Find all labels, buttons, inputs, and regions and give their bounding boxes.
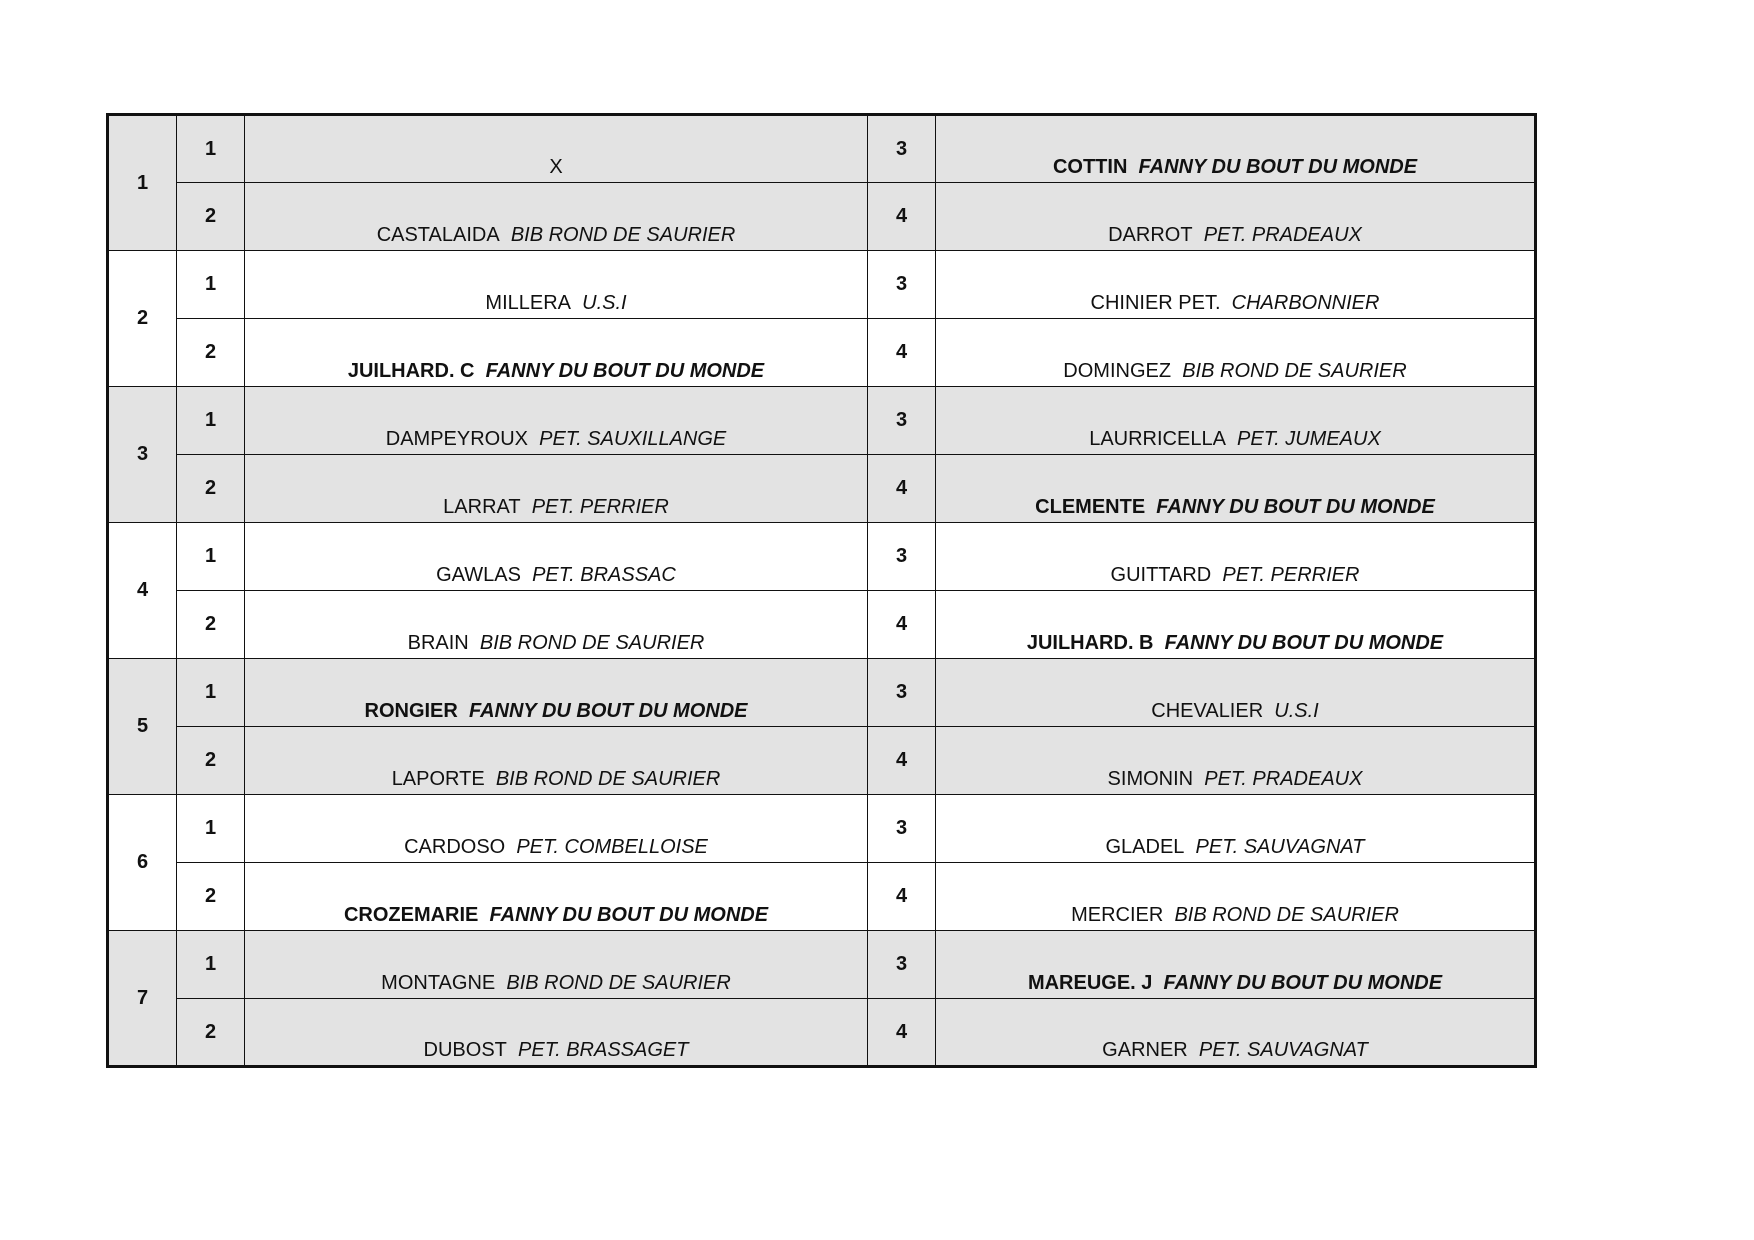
club-name: PET. PERRIER	[531, 496, 669, 518]
entry-cell-a	[245, 251, 868, 319]
table-row	[108, 455, 1536, 523]
player-name: LAPORTE	[391, 768, 485, 790]
lane-number-right: 3	[868, 251, 936, 319]
entry-cell-a	[245, 795, 868, 863]
table-row	[108, 795, 1536, 863]
club-name: CHARBONNIER	[1231, 292, 1380, 314]
club-name: PET. PRADEAUX	[1203, 224, 1362, 246]
lane-number-left: 1	[177, 115, 245, 183]
club-name: FANNY DU BOUT DU MONDE	[485, 360, 765, 382]
table-row	[108, 659, 1536, 727]
entry-cell-a	[245, 727, 868, 795]
club-name: PET. PRADEAUX	[1204, 768, 1363, 790]
player-name: GLADEL	[1105, 836, 1185, 858]
club-name: U.S.I	[582, 292, 627, 314]
group-number: 3	[108, 387, 177, 523]
player-name: LARRAT	[443, 496, 521, 518]
club-name: BIB ROND DE SAURIER	[510, 224, 736, 246]
lane-number-left: 1	[177, 251, 245, 319]
table-row	[108, 387, 1536, 455]
table-row	[108, 251, 1536, 319]
entry-cell-b	[936, 319, 1536, 387]
lane-number-left: 2	[177, 455, 245, 523]
entry-cell-b	[936, 183, 1536, 251]
group-number: 1	[108, 115, 177, 251]
entry-cell-b	[936, 115, 1536, 183]
club-name: PET. SAUVAGNAT	[1195, 836, 1365, 858]
player-name: SIMONIN	[1107, 768, 1194, 790]
club-name: PET. COMBELLOISE	[516, 836, 708, 858]
player-name: CROZEMARIE	[343, 904, 479, 926]
draw-table	[106, 113, 1537, 1068]
player-name: LAURRICELLA	[1089, 428, 1226, 450]
player-name: RONGIER	[364, 700, 458, 722]
entry-cell-a	[245, 523, 868, 591]
club-name: FANNY DU BOUT DU MONDE	[1156, 496, 1435, 518]
club-name: PET. BRASSAC	[532, 564, 676, 586]
entry-cell-b	[936, 387, 1536, 455]
lane-number-right: 4	[868, 319, 936, 387]
entry-cell-a	[245, 455, 868, 523]
lane-number-left: 1	[177, 523, 245, 591]
lane-number-left: 1	[177, 931, 245, 999]
club-name: BIB ROND DE SAURIER	[1182, 360, 1407, 382]
player-name: CLEMENTE	[1035, 496, 1146, 518]
entry-cell-a	[245, 999, 868, 1067]
lane-number-right: 3	[868, 795, 936, 863]
lane-number-right: 3	[868, 115, 936, 183]
table-row	[108, 999, 1536, 1067]
lane-number-right: 4	[868, 455, 936, 523]
club-name: FANNY DU BOUT DU MONDE	[489, 904, 769, 926]
player-name: GUITTARD	[1110, 564, 1212, 586]
entry-cell-a	[245, 183, 868, 251]
club-name: FANNY DU BOUT DU MONDE	[1164, 632, 1444, 654]
lane-number-left: 1	[177, 659, 245, 727]
player-name: GAWLAS	[436, 564, 521, 586]
club-name: PET. SAUXILLANGE	[539, 428, 727, 450]
lane-number-right: 4	[868, 727, 936, 795]
draw-table-body	[108, 115, 1536, 1067]
group-number: 5	[108, 659, 177, 795]
table-row	[108, 727, 1536, 795]
table-row	[108, 931, 1536, 999]
table-row	[108, 591, 1536, 659]
entry-cell-b	[936, 795, 1536, 863]
player-name: CASTALAIDA	[376, 224, 500, 246]
lane-number-left: 2	[177, 591, 245, 659]
group-number: 6	[108, 795, 177, 931]
entry-cell-b	[936, 455, 1536, 523]
entry-cell-b	[936, 523, 1536, 591]
table-row	[108, 319, 1536, 387]
lane-number-left: 2	[177, 183, 245, 251]
club-name: PET. BRASSAGET	[518, 1039, 689, 1061]
player-name: MAREUGE. J	[1027, 972, 1153, 994]
lane-number-left: 1	[177, 795, 245, 863]
entry-cell-a	[245, 319, 868, 387]
entry-cell-a	[245, 659, 868, 727]
player-name: MONTAGNE	[381, 972, 496, 994]
player-name: DARROT	[1108, 224, 1193, 246]
club-name: FANNY DU BOUT DU MONDE	[468, 700, 748, 722]
player-name: GARNER	[1102, 1039, 1188, 1061]
club-name: U.S.I	[1274, 700, 1319, 722]
lane-number-left: 2	[177, 863, 245, 931]
table-row	[108, 863, 1536, 931]
table-row	[108, 183, 1536, 251]
lane-number-left: 2	[177, 999, 245, 1067]
player-name: CHEVALIER	[1151, 700, 1264, 722]
club-name: BIB ROND DE SAURIER	[495, 768, 721, 790]
lane-number-right: 4	[868, 999, 936, 1067]
entry-cell-a	[245, 387, 868, 455]
club-name: BIB ROND DE SAURIER	[1174, 904, 1399, 926]
player-name: MILLERA	[485, 292, 571, 314]
entry-cell-b	[936, 251, 1536, 319]
club-name: PET. SAUVAGNAT	[1198, 1039, 1368, 1061]
group-number: 7	[108, 931, 177, 1067]
entry-cell-b	[936, 727, 1536, 795]
player-name: DUBOST	[423, 1039, 507, 1061]
lane-number-left: 1	[177, 387, 245, 455]
group-number: 4	[108, 523, 177, 659]
lane-number-right: 3	[868, 931, 936, 999]
entry-cell-a	[245, 591, 868, 659]
club-name: BIB ROND DE SAURIER	[479, 632, 705, 654]
group-number: 2	[108, 251, 177, 387]
player-name: COTTIN	[1052, 156, 1128, 178]
lane-number-left: 2	[177, 727, 245, 795]
club-name: BIB ROND DE SAURIER	[506, 972, 731, 994]
player-name: MERCIER	[1071, 904, 1164, 926]
entry-cell-a	[245, 115, 868, 183]
entry-cell-b	[936, 999, 1536, 1067]
player-name: X	[549, 156, 563, 178]
lane-number-right: 3	[868, 387, 936, 455]
entry-cell-a	[245, 863, 868, 931]
table-row	[108, 115, 1536, 183]
club-name: FANNY DU BOUT DU MONDE	[1163, 972, 1443, 994]
player-name: JUILHARD. C	[347, 360, 475, 382]
player-name: JUILHARD. B	[1026, 632, 1154, 654]
lane-number-right: 3	[868, 659, 936, 727]
table-row	[108, 523, 1536, 591]
entry-cell-a	[245, 931, 868, 999]
club-name: PET. PERRIER	[1222, 564, 1360, 586]
lane-number-left: 2	[177, 319, 245, 387]
player-name: CHINIER PET.	[1090, 292, 1221, 314]
lane-number-right: 4	[868, 591, 936, 659]
player-name: DOMINGEZ	[1063, 360, 1172, 382]
club-name: FANNY DU BOUT DU MONDE	[1138, 156, 1418, 178]
lane-number-right: 4	[868, 863, 936, 931]
entry-cell-b	[936, 659, 1536, 727]
entry-cell-b	[936, 863, 1536, 931]
entry-cell-b	[936, 931, 1536, 999]
club-name: PET. JUMEAUX	[1237, 428, 1381, 450]
lane-number-right: 4	[868, 183, 936, 251]
entry-cell-b	[936, 591, 1536, 659]
player-name: BRAIN	[407, 632, 469, 654]
lane-number-right: 3	[868, 523, 936, 591]
player-name: DAMPEYROUX	[385, 428, 528, 450]
player-name: CARDOSO	[404, 836, 506, 858]
